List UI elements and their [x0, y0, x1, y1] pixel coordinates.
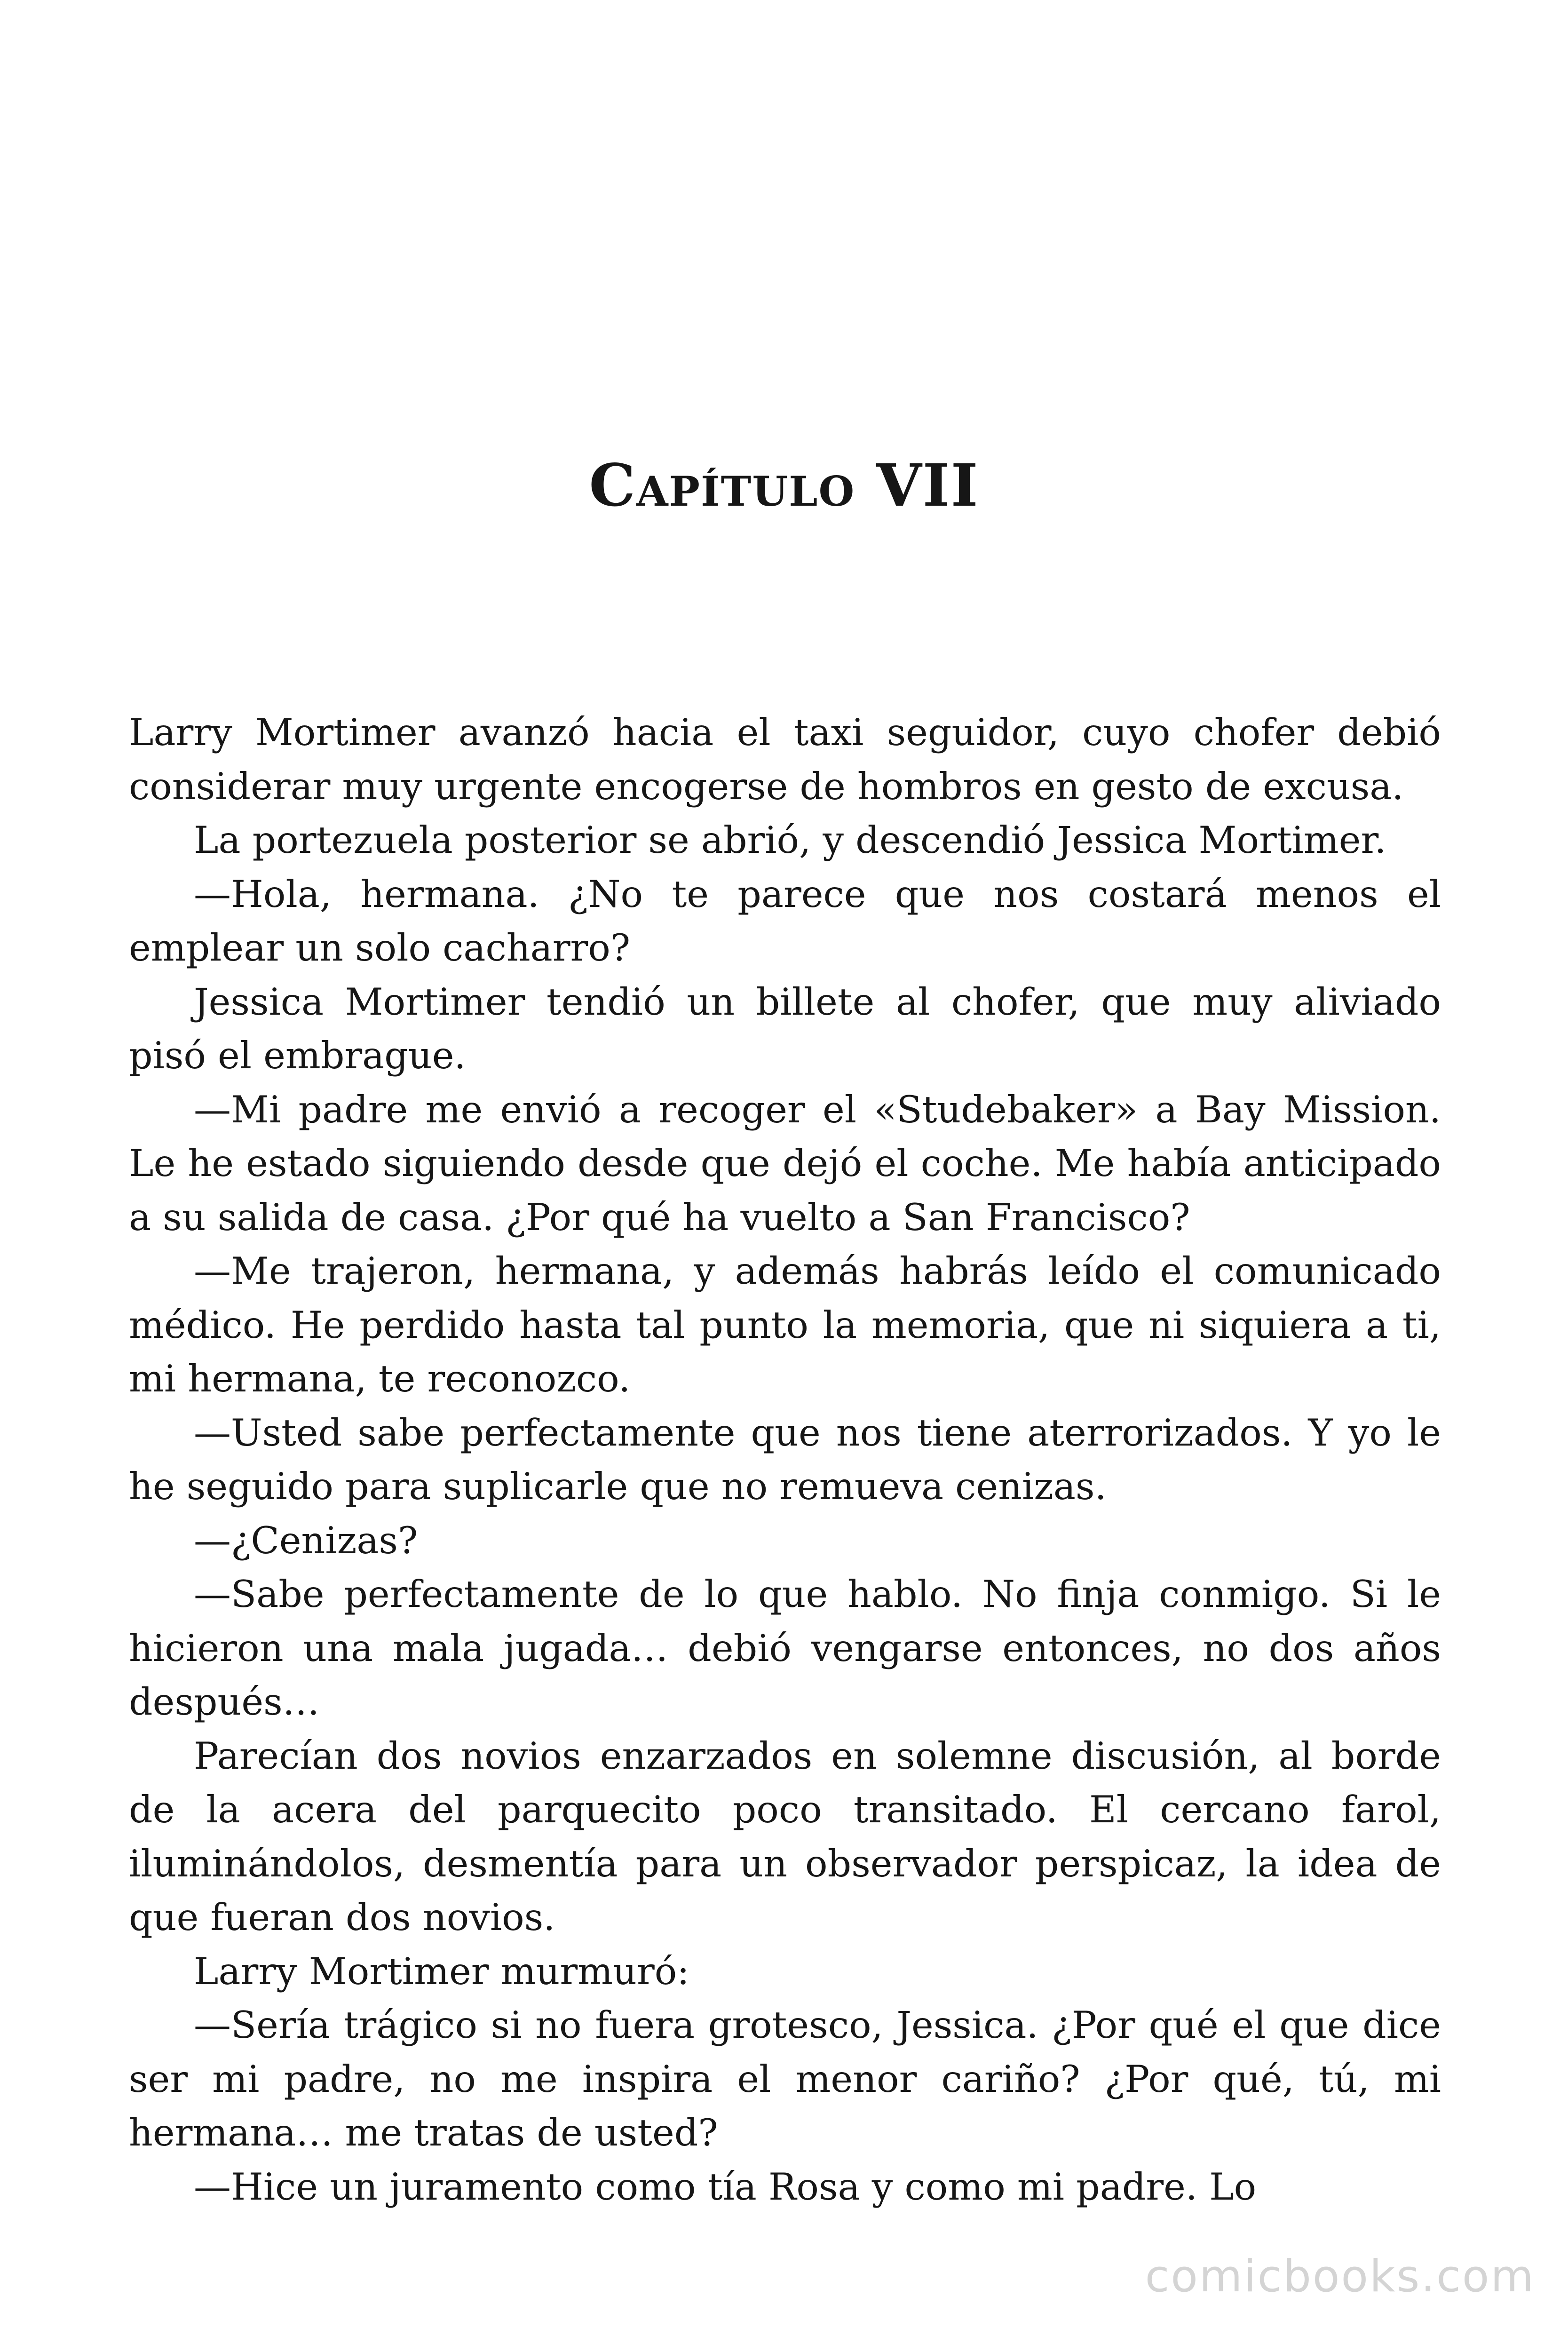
chapter-title: Capítulo VII [589, 452, 979, 520]
paragraph: —¿Cenizas? [194, 1518, 418, 1562]
paragraph: Jessica Mortimer tendió un billete al chofer, que muy aliviado pisó el embrague. [129, 980, 1441, 1077]
paragraph: Parecían dos novios enzarzados en solemne discusión, al borde de la acera del parquecito poco transitado. El cercano farol, iluminándolos, desmentía para un observador perspicaz, la idea de que fueran dos novios. [129, 1734, 1441, 1939]
paragraph: —Sería trágico si no fuera grotesco, Jessica. ¿Por qué el que dice ser mi padre, no me inspira el menor cariño? ¿Por qué, tú, mi hermana… me tratas de usted? [129, 2003, 1441, 2154]
paragraph: —Hola, hermana. ¿No te parece que nos costará menos el emplear un solo cacharro? [129, 872, 1441, 969]
paragraph: La portezuela posterior se abrió, y descendió Jessica Mortimer. [194, 818, 1386, 862]
watermark: comicbooks.com [1145, 2251, 1535, 2302]
paragraph: —Sabe perfectamente de lo que hablo. No finja conmigo. Si le hicieron una mala jugada… debió vengarse entonces, no dos años después… [129, 1573, 1441, 1724]
paragraph: —Mi padre me envió a recoger el «Studebaker» a Bay Mission. Le he estado siguiendo desde que dejó el coche. Me había anticipado a su salida de casa. ¿Por qué ha vuelto a San Francisco? [129, 1088, 1441, 1239]
paragraph: Larry Mortimer murmuró: [194, 1949, 689, 1993]
chapter-body [129, 706, 1441, 2214]
paragraph: Larry Mortimer avanzó hacia el taxi seguidor, cuyo chofer debió considerar muy urgente encogerse de hombros en gesto de excusa. [129, 711, 1441, 808]
paragraph: —Hice un juramento como tía Rosa y como mi padre. Lo [194, 2165, 1257, 2209]
paragraph: —Usted sabe perfectamente que nos tiene aterrorizados. Y yo le he seguido para suplicarle que no remueva cenizas. [129, 1411, 1441, 1508]
paragraph: —Me trajeron, hermana, y además habrás leído el comunicado médico. He perdido hasta tal punto la memoria, que ni siquiera a ti, mi hermana, te reconozco. [129, 1249, 1441, 1400]
